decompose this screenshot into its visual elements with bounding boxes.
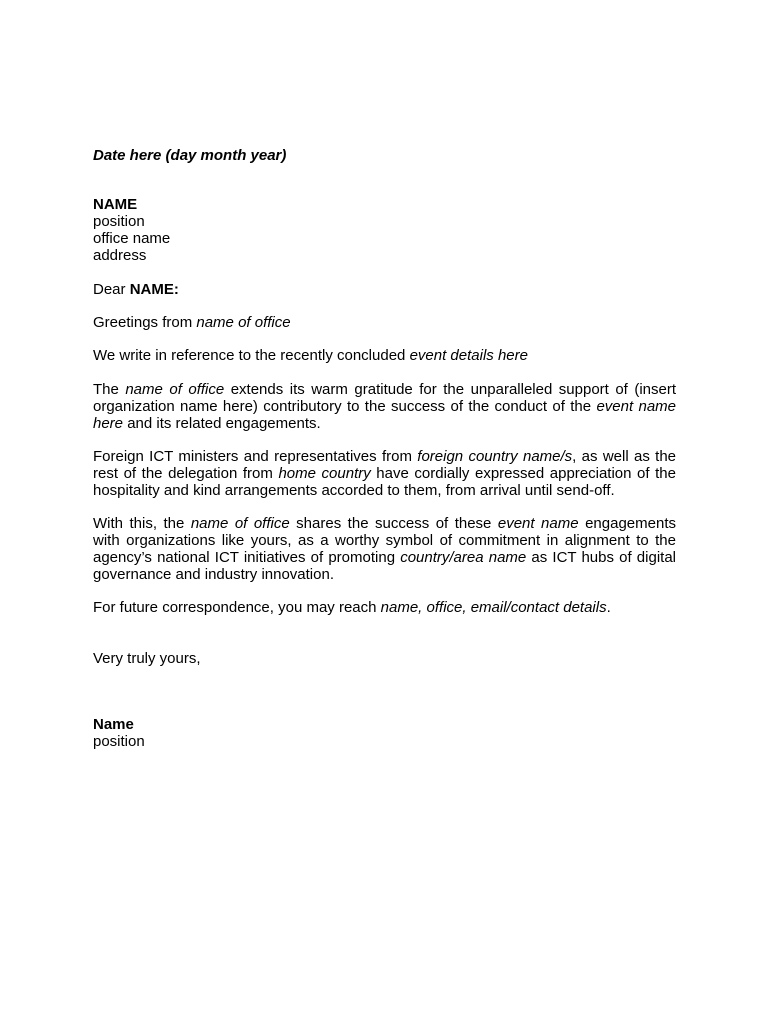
date-text: Date here (day month year) [93,147,287,164]
salutation-name: NAME: [129,281,179,298]
salutation-prefix: Dear [93,281,130,298]
recipient-office: office name [93,230,171,247]
signature-name: Name [93,716,134,733]
recipient-block [93,196,676,264]
closing-line: Very truly yours, [93,650,201,667]
signature-position: position [93,733,145,750]
gratitude-paragraph: The name of office extends its warm gratitude for the unparalleled support of (insert organization name here) contributory to the success of the conduct of the event name here and its related engagements. [93,381,677,432]
signature-block [93,716,676,750]
recipient-address: address [93,247,147,264]
recipient-name: NAME [93,196,138,213]
success-paragraph: With this, the name of office shares the success of these event name engagements with organizations like yours, as a worthy symbol of commitment in alignment to the agency’s national ICT initiatives of promoting country/area name as ICT hubs of digital governance and industry innovation. [93,515,676,583]
recipient-position: position [93,213,145,230]
date-line [93,147,676,164]
salutation [93,281,676,298]
reference-event: event details here [409,347,528,364]
contact-paragraph: For future correspondence, you may reach name, office, email/contact details. [93,599,611,616]
greeting: Greetings from name of office [93,314,291,331]
reference-paragraph: We write in reference to the recently concluded event details here [93,347,528,364]
delegation-paragraph: Foreign ICT ministers and representatives from foreign country name/s, as well as the rest of the delegation from home country have cordially expressed appreciation of the hospitality and kind arrangements accorded to them, from arrival until send-off. [93,448,677,499]
greeting-office: name of office [196,314,291,331]
